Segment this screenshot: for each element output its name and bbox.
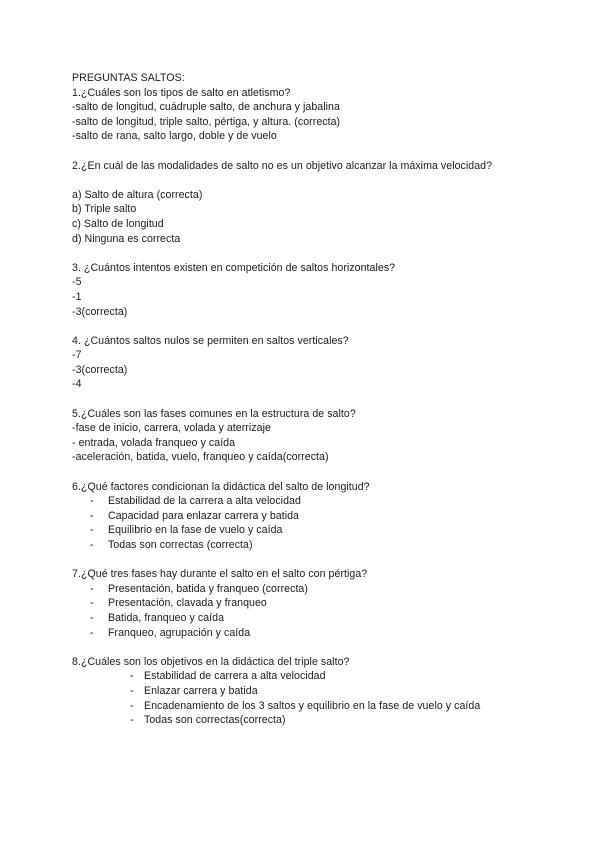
question-7-option-2 bbox=[72, 596, 542, 611]
question-8-option-1 bbox=[72, 669, 542, 684]
question-4 bbox=[72, 334, 542, 392]
question-6-option-2 bbox=[72, 509, 542, 524]
question-1-option-1: -salto de longitud, cuádruple salto, de anchura y jabalina bbox=[72, 101, 340, 114]
question-3-option-1: -5 bbox=[72, 276, 82, 289]
spacer bbox=[72, 173, 542, 188]
option-text: Estabilidad de la carrera a alta velocidad bbox=[108, 495, 301, 508]
list-dash: - bbox=[90, 509, 94, 522]
question-5-option-1: -fase de inicio, carrera, volada y aterrizaje bbox=[72, 422, 271, 435]
spacer bbox=[72, 553, 542, 568]
spacer bbox=[72, 392, 542, 407]
question-2-option-a: a) Salto de altura (correcta) bbox=[72, 188, 203, 201]
option-text: Todas son correctas(correcta) bbox=[144, 714, 286, 727]
list-dash: - bbox=[90, 539, 94, 551]
question-6-text: 6.¿Qué factores condicionan la didáctica del salto de longitud? bbox=[72, 480, 370, 493]
list-dash: - bbox=[90, 582, 94, 595]
option-text: Enlazar carrera y batida bbox=[144, 684, 258, 697]
list-dash: - bbox=[90, 611, 94, 624]
question-8-option-2 bbox=[72, 684, 542, 699]
list-dash: - bbox=[130, 699, 134, 712]
option-text: Equilibrio en la fase de vuelo y caída bbox=[108, 524, 283, 537]
question-8 bbox=[72, 655, 542, 728]
list-dash: - bbox=[90, 626, 94, 639]
spacer bbox=[72, 465, 542, 480]
question-1-option-2: -salto de longitud, triple salto, pértiga, y altura. (correcta) bbox=[72, 115, 341, 128]
question-1-option-3: -salto de rana, salto largo, doble y de vuelo bbox=[72, 130, 277, 143]
option-text: Franqueo, agrupación y caída bbox=[108, 626, 251, 639]
question-6-option-3 bbox=[72, 523, 542, 538]
question-8-text: 8.¿Cuáles son los objetivos en la didáctica del triple salto? bbox=[72, 655, 350, 668]
question-8-option-4 bbox=[72, 713, 542, 728]
spacer bbox=[72, 144, 542, 159]
question-5-text: 5.¿Cuáles son las fases comunes en la estructura de salto? bbox=[72, 407, 356, 420]
list-dash: - bbox=[90, 597, 94, 610]
question-7-option-4 bbox=[72, 626, 542, 641]
question-7-option-3 bbox=[72, 611, 542, 626]
question-1 bbox=[72, 86, 542, 144]
question-3-option-3: -3(correcta) bbox=[72, 305, 128, 318]
question-4-option-2: -3(correcta) bbox=[72, 363, 128, 376]
question-4-option-1: -7 bbox=[72, 349, 82, 362]
question-6-option-1 bbox=[72, 494, 542, 509]
question-5 bbox=[72, 407, 542, 465]
question-3 bbox=[72, 261, 542, 319]
list-dash: - bbox=[90, 495, 94, 508]
document-title: PREGUNTAS SALTOS: bbox=[72, 72, 185, 84]
question-6-option-4 bbox=[72, 538, 542, 553]
question-5-option-2: - entrada, volada franqueo y caída bbox=[72, 436, 236, 449]
question-1-text: 1.¿Cuáles son los tipos de salto en atletismo? bbox=[72, 86, 291, 99]
option-text: Encadenamiento de los 3 saltos y equilibrio en la fase de vuelo y caída bbox=[144, 699, 481, 712]
document-content bbox=[72, 71, 542, 728]
list-dash: - bbox=[130, 684, 134, 697]
question-2-option-b: b) Triple salto bbox=[72, 203, 137, 216]
question-4-text: 4. ¿Cuántos saltos nulos se permiten en saltos verticales? bbox=[72, 334, 349, 347]
question-2-text: 2.¿En cuál de las modalidades de salto no es un objetivo alcanzar la máxima velocidad? bbox=[72, 159, 493, 172]
option-text: Capacidad para enlazar carrera y batida bbox=[108, 509, 299, 522]
question-7-option-1 bbox=[72, 582, 542, 597]
option-text: Presentación, batida y franqueo (correcta) bbox=[108, 582, 308, 595]
question-2 bbox=[72, 159, 542, 247]
question-2-option-c: c) Salto de longitud bbox=[72, 217, 164, 230]
option-text: Batida, franqueo y caída bbox=[108, 611, 225, 624]
question-2-option-d: d) Ninguna es correcta bbox=[72, 232, 181, 245]
spacer bbox=[72, 246, 542, 261]
spacer bbox=[72, 319, 542, 334]
option-text: Presentación, clavada y franqueo bbox=[108, 597, 267, 610]
spacer bbox=[72, 640, 542, 655]
question-8-option-3 bbox=[72, 699, 542, 714]
list-dash: - bbox=[130, 670, 134, 683]
question-3-text: 3. ¿Cuántos intentos existen en competición de saltos horizontales? bbox=[72, 261, 396, 274]
question-4-option-3: -4 bbox=[72, 378, 82, 391]
question-6 bbox=[72, 480, 542, 553]
option-text: Estabilidad de carrera a alta velocidad bbox=[144, 670, 326, 683]
question-7-text: 7.¿Qué tres fases hay durante el salto en el salto con pértiga? bbox=[72, 568, 368, 581]
question-5-option-3: -aceleración, batida, vuelo, franqueo y caída(correcta) bbox=[72, 451, 329, 464]
option-text: Todas son correctas (correcta) bbox=[108, 539, 253, 551]
list-dash: - bbox=[90, 524, 94, 537]
question-7 bbox=[72, 567, 542, 640]
question-3-option-2: -1 bbox=[72, 290, 82, 303]
list-dash: - bbox=[130, 714, 134, 727]
